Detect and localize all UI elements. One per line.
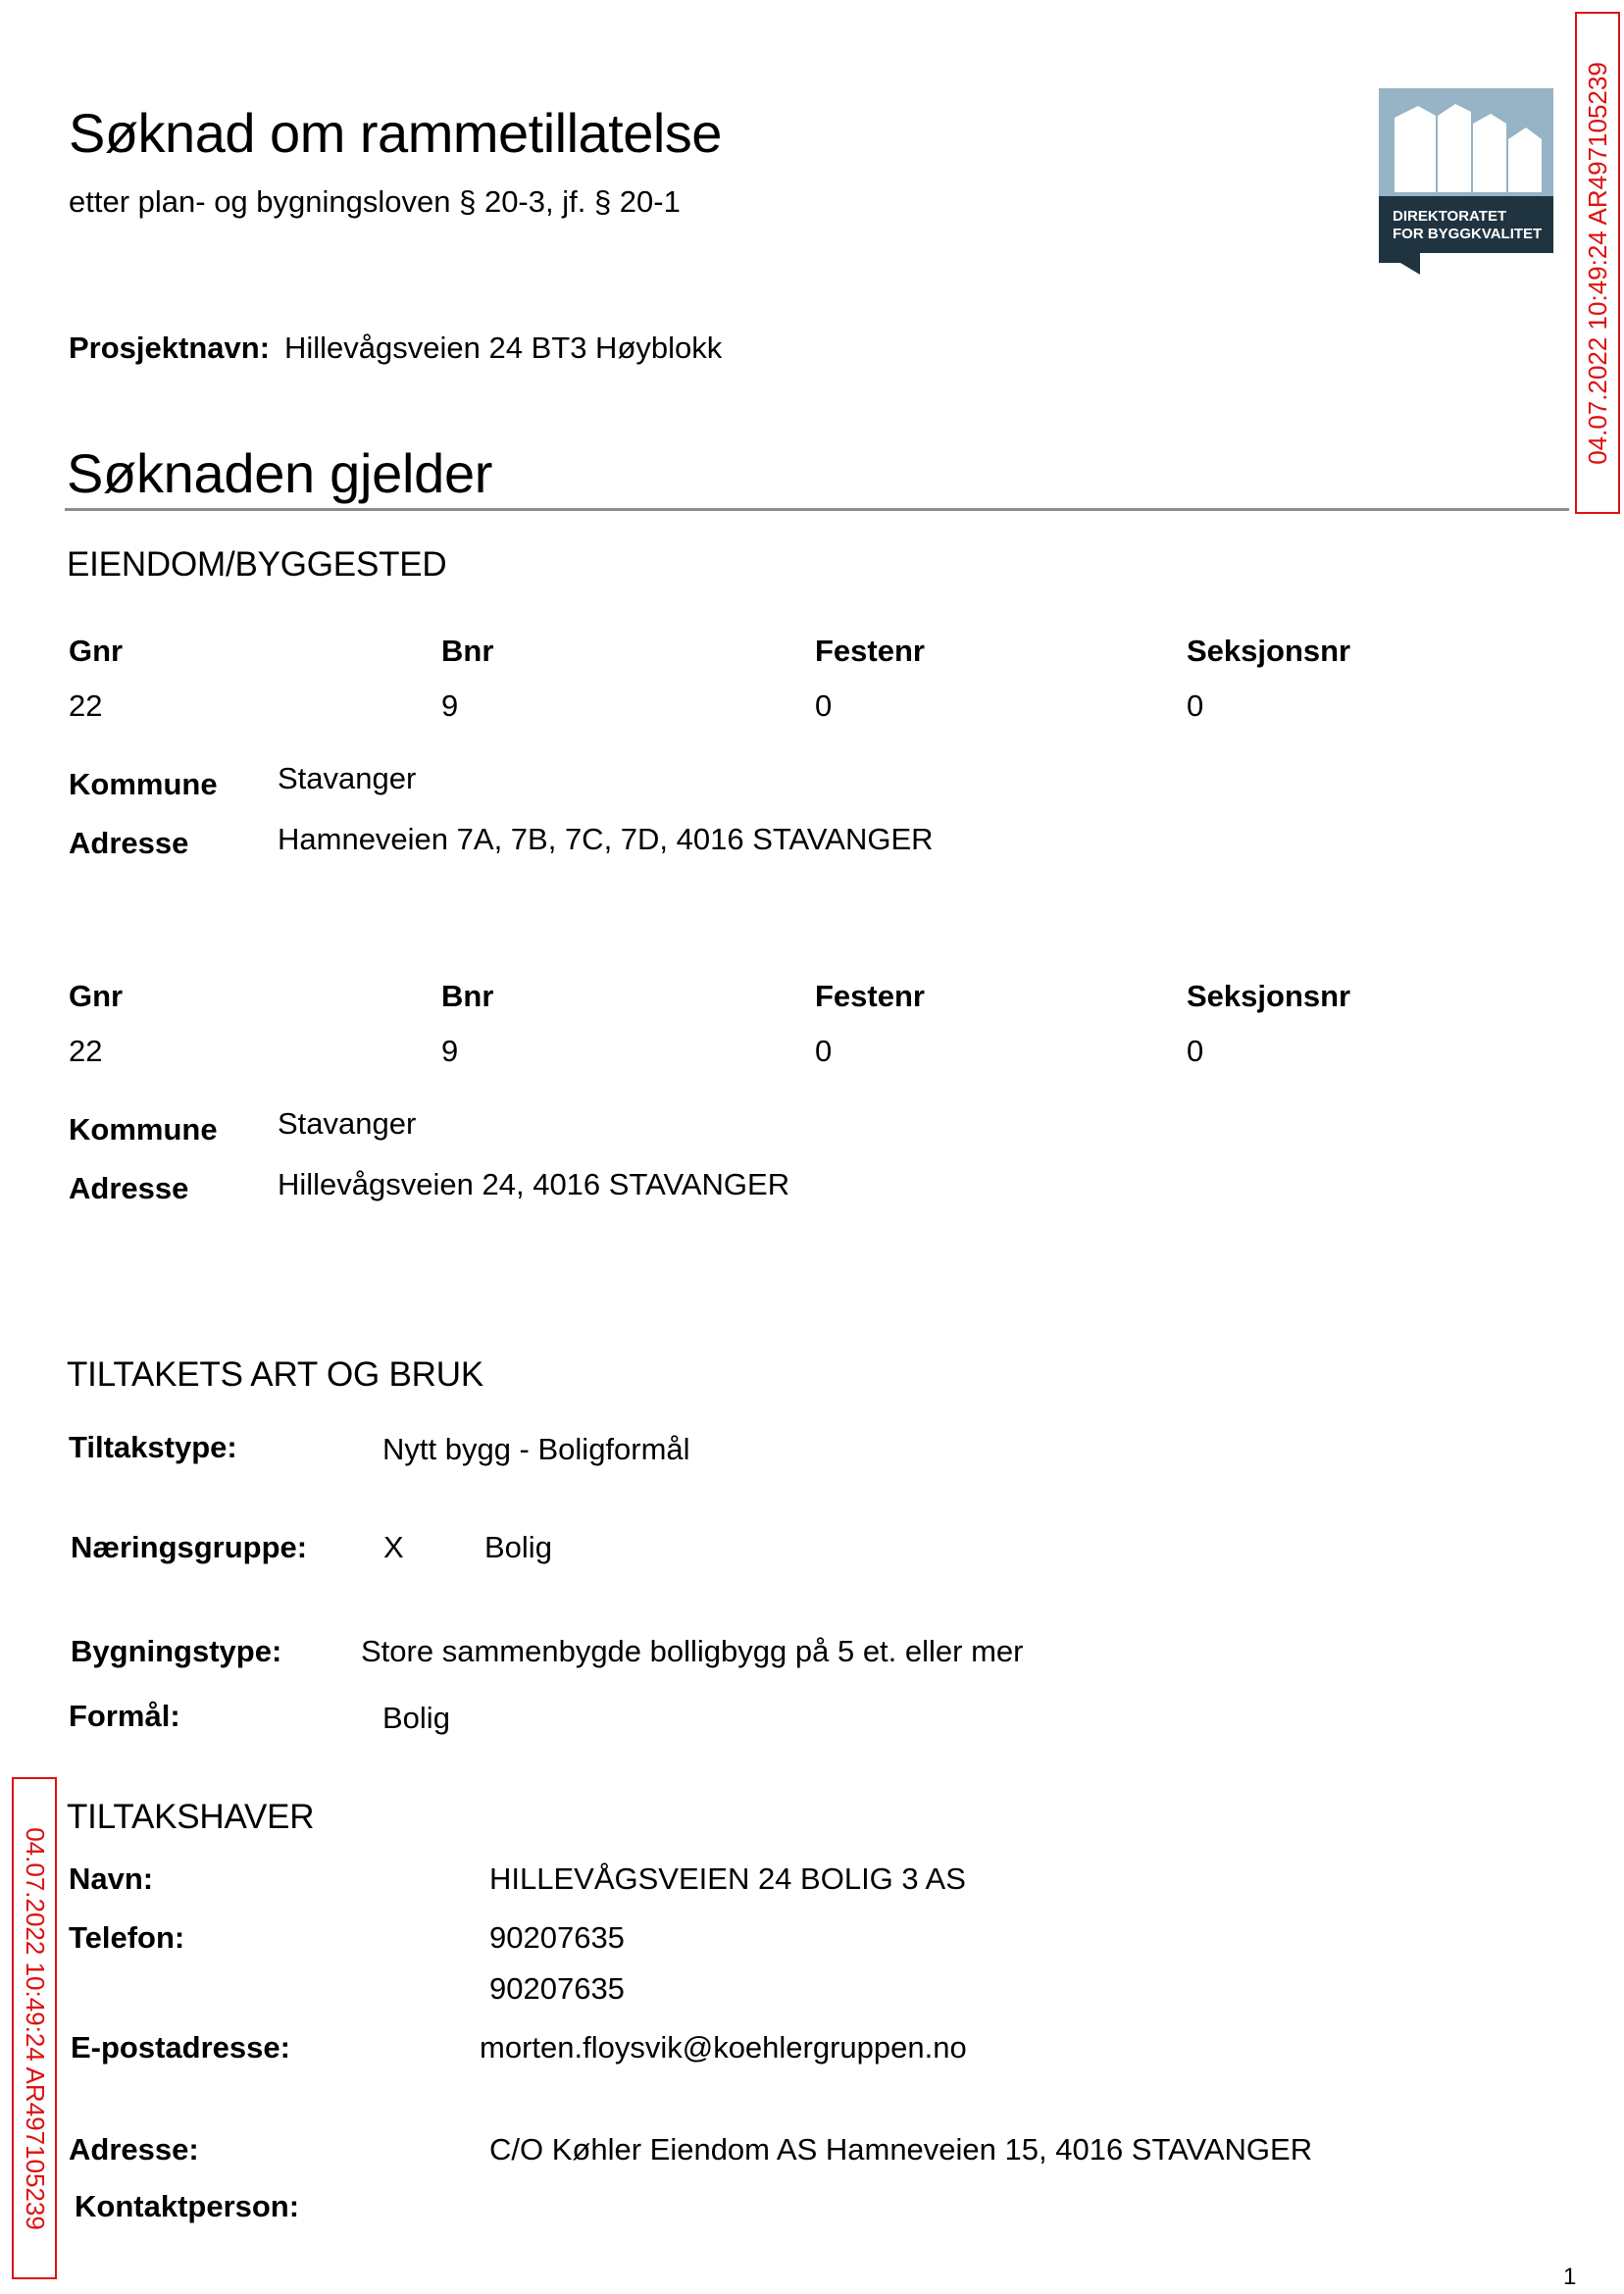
festenr-label: Festenr [815,634,925,668]
festenr-value: 0 [815,688,833,723]
naeringsgruppe-value: Bolig [484,1530,552,1564]
dibk-logo [1379,88,1553,275]
seksjonsnr-label: Seksjonsnr [1187,634,1351,668]
telefon-value: 90207635 [489,1920,625,1955]
kommune-value: Stavanger [278,1106,417,1141]
navn-value: HILLEVÅGSVEIEN 24 BOLIG 3 AS [489,1861,966,1896]
timestamp-stamp-top [1575,12,1620,514]
bygningstype-label: Bygningstype: [71,1634,282,1668]
navn-label: Navn: [69,1861,154,1896]
tiltakstype-value: Nytt bygg - Boligformål [382,1432,690,1466]
adresse-label: Adresse [69,826,189,860]
bygningstype-value: Store sammenbygde bolligbygg på 5 et. eller mer [361,1634,1024,1668]
adresse-label: Adresse: [69,2132,199,2167]
naeringsgruppe-code: X [383,1530,404,1564]
logo-line2: FOR BYGGKVALITET [1393,226,1543,242]
stamp-text-top: 04.07.2022 10:49:24 AR497105239 [1582,61,1612,465]
epost-value: morten.floysvik@koehlergruppen.no [480,2030,967,2065]
timestamp-stamp-bottom [12,1777,57,2279]
gnr-value: 22 [69,688,103,723]
page-title: Søknad om rammetillatelse [69,102,722,164]
epost-label: E-postadresse: [71,2030,290,2065]
kommune-label: Kommune [69,767,218,801]
section-title: Søknaden gjelder [67,442,493,504]
page-number: 1 [1563,2264,1577,2290]
tiltakshaver-heading: TILTAKSHAVER [67,1798,315,1836]
bnr-label: Bnr [441,979,494,1013]
bnr-label: Bnr [441,634,494,668]
adresse-value: Hillevågsveien 24, 4016 STAVANGER [278,1167,790,1201]
project-value: Hillevågsveien 24 BT3 Høyblokk [284,331,723,365]
property-heading: EIENDOM/BYGGESTED [67,545,447,584]
tiltak-heading: TILTAKETS ART OG BRUK [67,1355,483,1394]
section-divider [65,508,1569,511]
bnr-value: 9 [441,688,459,723]
tiltakstype-label: Tiltakstype: [69,1430,237,1464]
seksjonsnr-value: 0 [1187,688,1204,723]
logo-line1: DIREKTORATET [1393,208,1507,225]
page-subtitle: etter plan- og bygningsloven § 20-3, jf. § 20-1 [69,184,681,219]
formal-label: Formål: [69,1699,180,1733]
telefon-value-2: 90207635 [489,1971,625,2006]
dibk-logo-icon [1379,88,1553,275]
bnr-value: 9 [441,1034,459,1068]
seksjonsnr-label: Seksjonsnr [1187,979,1351,1013]
kontaktperson-label: Kontaktperson: [75,2189,300,2223]
gnr-label: Gnr [69,979,124,1013]
seksjonsnr-value: 0 [1187,1034,1204,1068]
formal-value: Bolig [382,1701,450,1735]
kommune-value: Stavanger [278,761,417,795]
telefon-label: Telefon: [69,1920,185,1955]
festenr-value: 0 [815,1034,833,1068]
project-label: Prosjektnavn: [69,331,271,365]
adresse-value: Hamneveien 7A, 7B, 7C, 7D, 4016 STAVANGER [278,822,934,856]
gnr-label: Gnr [69,634,124,668]
festenr-label: Festenr [815,979,925,1013]
adresse-value: C/O Køhler Eiendom AS Hamneveien 15, 4016 STAVANGER [489,2132,1313,2167]
adresse-label: Adresse [69,1171,189,1205]
stamp-text-bottom: 04.07.2022 10:49:24 AR497105239 [20,1826,50,2230]
gnr-value: 22 [69,1034,103,1068]
naeringsgruppe-label: Næringsgruppe: [71,1530,308,1564]
kommune-label: Kommune [69,1112,218,1147]
